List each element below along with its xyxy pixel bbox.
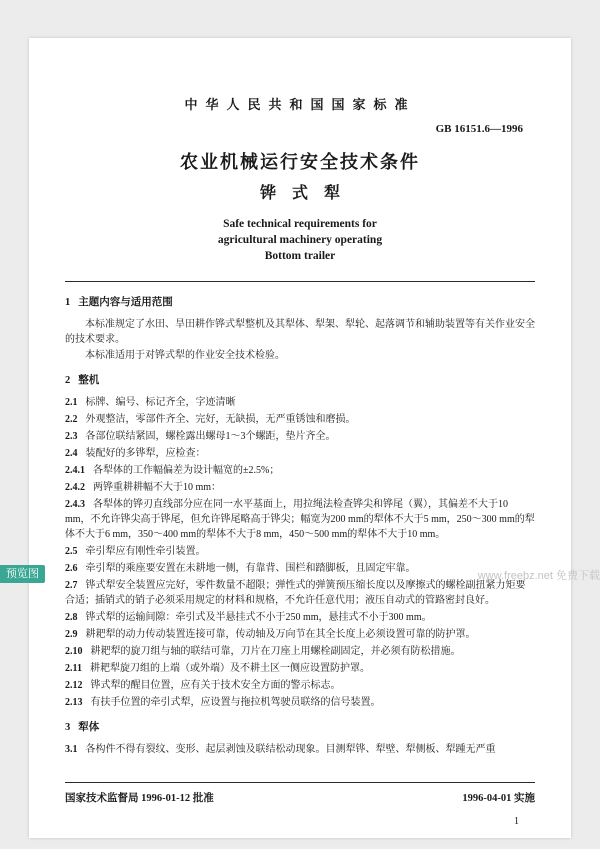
page-content <box>29 38 571 838</box>
clause-number: 2.2 <box>65 414 78 425</box>
page-number: 1 <box>514 816 519 827</box>
standard-label: 中华人民共和国国家标准 <box>184 97 416 112</box>
english-title <box>65 216 535 264</box>
document-page <box>29 38 571 838</box>
section-heading: 2 整机 <box>65 375 100 386</box>
document-body <box>65 295 535 757</box>
clause-number: 2.7 <box>65 580 78 591</box>
clause-item: 2.6 牵引犁的乘座要安置在未耕地一侧，有靠背、围栏和踏脚板，且固定牢靠。 <box>65 563 416 574</box>
english-title-line: agricultural machinery operating <box>217 234 383 246</box>
clause-item: 2.9 耕耙犁的动力传动装置连接可靠，传动轴及万向节在其全长度上必须设置可靠的防护罩。 <box>65 629 476 640</box>
clause-number: 2.1 <box>65 397 78 408</box>
watermark-url-text: www.freebz.net 免费下载 <box>477 570 600 582</box>
page-footer <box>65 782 535 805</box>
clause-number: 2.10 <box>65 646 83 657</box>
clause-number: 2.8 <box>65 612 78 623</box>
clause-number: 2.9 <box>65 629 78 640</box>
implementation-date: 1996-04-01 实施 <box>462 793 535 804</box>
clause-item: 2.4.2 两铧重耕耕幅不大于10 mm： <box>65 482 222 493</box>
clause-item: 2.10 耕耙犁的旋刀组与轴的联结可靠，刀片在刀座上用螺栓副固定，并必须有防松措施。 <box>65 646 461 657</box>
clause-number: 2.11 <box>65 663 82 674</box>
clause-number: 2.12 <box>65 680 83 691</box>
clause-number: 3 <box>65 722 71 733</box>
clause-item: 2.3 各部位联结紧固，螺栓露出螺母1～3个螺距，垫片齐全。 <box>65 431 336 442</box>
english-title-line: Bottom trailer <box>264 250 336 262</box>
clause-number: 3.1 <box>65 744 78 755</box>
clause-item: 2.7 铧式犁安全装置应完好，零件数量不超限；弹性式的弹簧预压缩长度以及摩擦式的螺栓副扭紧力矩要合适；插销式的销子必须采用规定的材料和规格，不允许任意代用；液压自动式的管路密封良好。 <box>65 580 526 606</box>
section-heading: 3 犁体 <box>65 722 100 733</box>
clause-item: 2.2 外观整洁，零部件齐全、完好，无缺损，无严重锈蚀和磨损。 <box>65 414 356 425</box>
clause-number: 2 <box>65 375 71 386</box>
clause-number: 2.4.1 <box>65 465 85 476</box>
clause-item: 2.13 有扶手位置的牵引式犁，应设置与拖拉机驾驶员联络的信号装置。 <box>65 697 381 708</box>
english-title-line: Safe technical requirements for <box>223 218 377 230</box>
document-subtitle: 铧式犁 <box>259 185 356 202</box>
clause-number: 2.4.3 <box>65 499 85 510</box>
clause-number: 2.13 <box>65 697 83 708</box>
clause-item: 2.1 标牌、编号、标记齐全，字迹清晰 <box>65 397 236 408</box>
clause-item: 2.5 牵引犁应有刚性牵引装置。 <box>65 546 206 557</box>
clause-item: 2.12 铧式犁的醒目位置，应有关于技术安全方面的警示标志。 <box>65 680 341 691</box>
clause-item: 2.11 耕耙犁旋刀组的上端（或外端）及不耕土区一侧应设置防护罩。 <box>65 663 370 674</box>
clause-item: 2.4.1 各犁体的工作幅偏差为设计幅宽的±2.5%； <box>65 465 280 476</box>
document-title: 农业机械运行安全技术条件 <box>180 152 420 172</box>
section-heading: 1 主题内容与适用范围 <box>65 297 173 308</box>
paragraph: 本标准适用于对铧式犁的作业安全技术检验。 <box>85 350 285 361</box>
clause-number: 2.3 <box>65 431 78 442</box>
clause-number: 2.4 <box>65 448 78 459</box>
clause-number: 2.5 <box>65 546 78 557</box>
approval-info: 国家技术监督局 1996-01-12 批准 <box>65 793 214 804</box>
header-divider <box>65 281 535 282</box>
standard-number: GB 16151.6—1996 <box>435 123 523 135</box>
footer-divider <box>65 782 535 783</box>
paragraph: 本标准规定了水田、旱田耕作铧式犁整机及其犁体、犁架、犁轮、起落调节和辅助装置等有关作业安全的技术要求。 <box>65 319 535 345</box>
clause-item: 2.8 铧式犁的运输间隙：牵引式及半悬挂式不小于250 mm，悬挂式不小于300 mm。 <box>65 612 432 623</box>
clause-item: 2.4.3 各犁体的铧刃直线部分应在同一水平基面上，用拉绳法检查铧尖和铧尾（翼），其偏差不大于10 mm，不允许铧尖高于铧尾，但允许铧尾略高于铧尖；幅宽为200 mm的犁体不大于5 mm，250～300 mm的犁体不大于6 mm，350～400 mm的犁体不大于8 mm，450～500 mm的犁体不大于10 mm。 <box>65 499 535 540</box>
clause-item: 2.4 装配好的多铧犁，应检查： <box>65 448 206 459</box>
clause-number: 2.6 <box>65 563 78 574</box>
clause-item: 3.1 各构件不得有裂纹、变形、起层剥蚀及联结松动现象。目测犁铧、犁壁、犁侧板、犁踵无严重 <box>65 744 496 755</box>
preview-badge: 预览图 <box>0 565 45 583</box>
clause-number: 1 <box>65 297 71 308</box>
clause-number: 2.4.2 <box>65 482 85 493</box>
